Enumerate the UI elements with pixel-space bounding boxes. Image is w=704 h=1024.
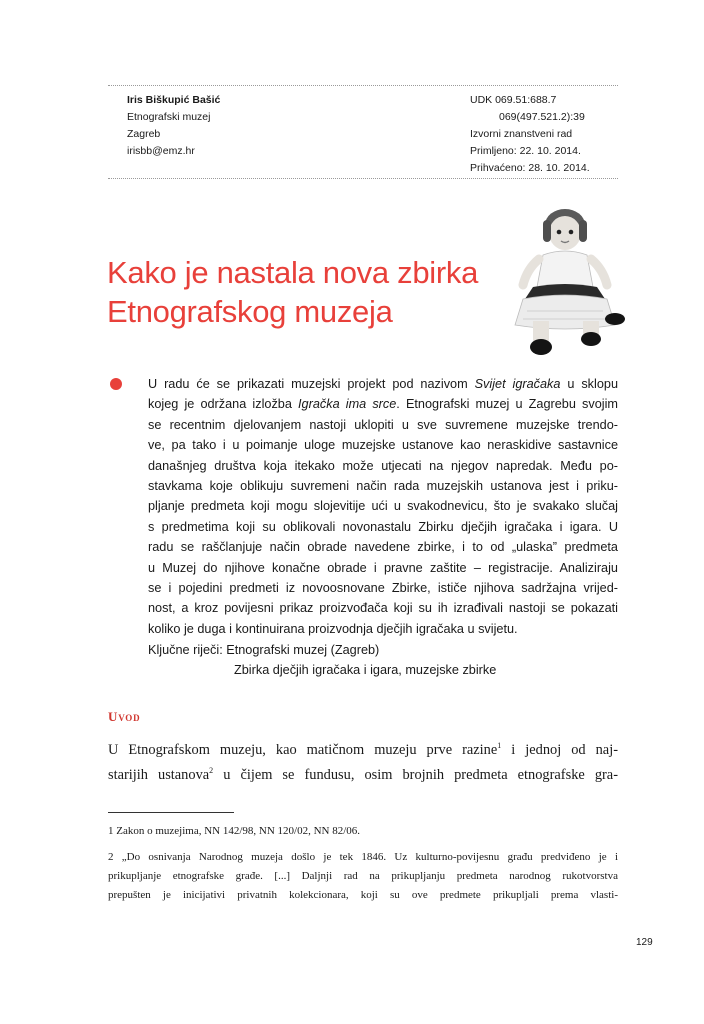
author-name: Iris Biškupić Bašić [127,94,221,106]
body-line: starijih ustanova$^2$ u čijem se fundusu, osim brojnih predmeta etnografske gra- [108,766,618,783]
abstract-line: stavkama koje oblikuju suvremeni način rada muzejskih ustanova jest i priku- [148,479,618,494]
abstract-line: se recentnim djelovanjem nastoji uklopiti u sve suvremene muzejske trendo- [148,417,618,432]
author-email[interactable]: irisbb@emz.hr [127,145,195,157]
title-line-2: Etnografskog muzeja [107,294,393,329]
footnote-2 [108,848,618,905]
author-institution: Etnografski muzej [127,111,211,123]
classification-block [470,92,600,177]
keywords-line-1: Ključne riječi: Etnografski muzej (Zagreb) [148,643,380,657]
footnote-line: prikupljanje etnografske građe. [...] Daljnji rad na prikupljanju predmeta narodnog rukotvorstva [108,870,618,882]
abstract-line: današnjeg društva koja itekako može utjecati na njegov napredak. Među po- [148,458,618,473]
footnote-1: 1 Zakon o muzejima, NN 142/98, NN 120/02, NN 82/06. [108,825,361,837]
header-bottom-rule [108,178,618,179]
udk-code-secondary: 069(497.521.2):39 [499,111,585,123]
keywords-line-2: Zbirka dječjih igračaka i igara, muzejske zbirke [234,663,497,677]
abstract-line: ve, pa tako i u poimanje uloge muzejske ustanove kao neraskidive sastavnice [148,438,618,453]
abstract-line: u Muzej do njihove konačne obrade i pravne zaštite – registracije. Analiziraju [148,560,618,575]
abstract-line: nost, a kroz povijesni prikaz proizvođača koji su ih izrađivali nastoji se pokazati [148,601,618,616]
footnote-ref-1[interactable]: 1 [497,741,502,750]
body-paragraph [108,738,618,788]
body-line: U Etnografskom muzeju, kao matičnom muzeju prve razine$^1$ i jednoj od naj- [108,741,618,758]
header-top-rule [108,85,618,86]
author-city: Zagreb [127,128,161,140]
section-heading: Uvod [108,709,141,724]
received-date: Primljeno: 22. 10. 2014. [470,145,581,157]
abstract-line: pljanje predmeta koji mogu slojevitije ući u svakodnevicu, što je svakako slučaj [148,499,618,514]
abstract-line: koliko je duga i kontinuirana proizvodnja dječjih igračaka u svijetu. [148,621,518,636]
abstract-line: radu se raščlanjuje način obrade navedene zbirke, i to od „ulaska” predmeta [148,540,618,555]
abstract-line: se i pojedini predmeti iz novoosnovane Zbirke, ističe njihova sadržajna vrijed- [148,581,618,596]
doll-illustration [483,207,648,359]
abstract-line: kojeg je održana izložba Igračka ima srce. Etnografski muzej u Zagrebu svojim [148,397,618,412]
article-title [107,253,487,331]
footnote-line: 2 „Do osnivanja Narodnog muzeja došlo je tek 1846. Uz kulturno-povijesnu građu predviđeno je i [108,851,618,863]
keywords [148,640,496,680]
author-block [127,92,220,160]
accepted-date: Prihvaćeno: 28. 10. 2014. [470,162,590,174]
abstract [148,374,618,639]
paper-type: Izvorni znanstveni rad [470,128,573,140]
udk-code: UDK 069.51:688.7 [470,94,557,106]
abstract-line: U radu će se prikazati muzejski projekt pod nazivom Svijet igračaka u sklopu [148,377,619,391]
page-number: 129 [636,937,653,948]
abstract-bullet-icon [110,378,122,390]
title-line-1: Kako je nastala nova zbirka [107,255,479,290]
abstract-line: s predmetima koji su oblikovali novonastalu Zbirku dječjih igračaka i igara. U [148,519,618,534]
footnote-rule [108,812,234,813]
footnote-line: prepušten je inicijativi privatnih kolekcionara, koji su ove predmete prikupljali prema vlasti- [108,889,618,901]
footnote-ref-2[interactable]: 2 [209,766,214,775]
